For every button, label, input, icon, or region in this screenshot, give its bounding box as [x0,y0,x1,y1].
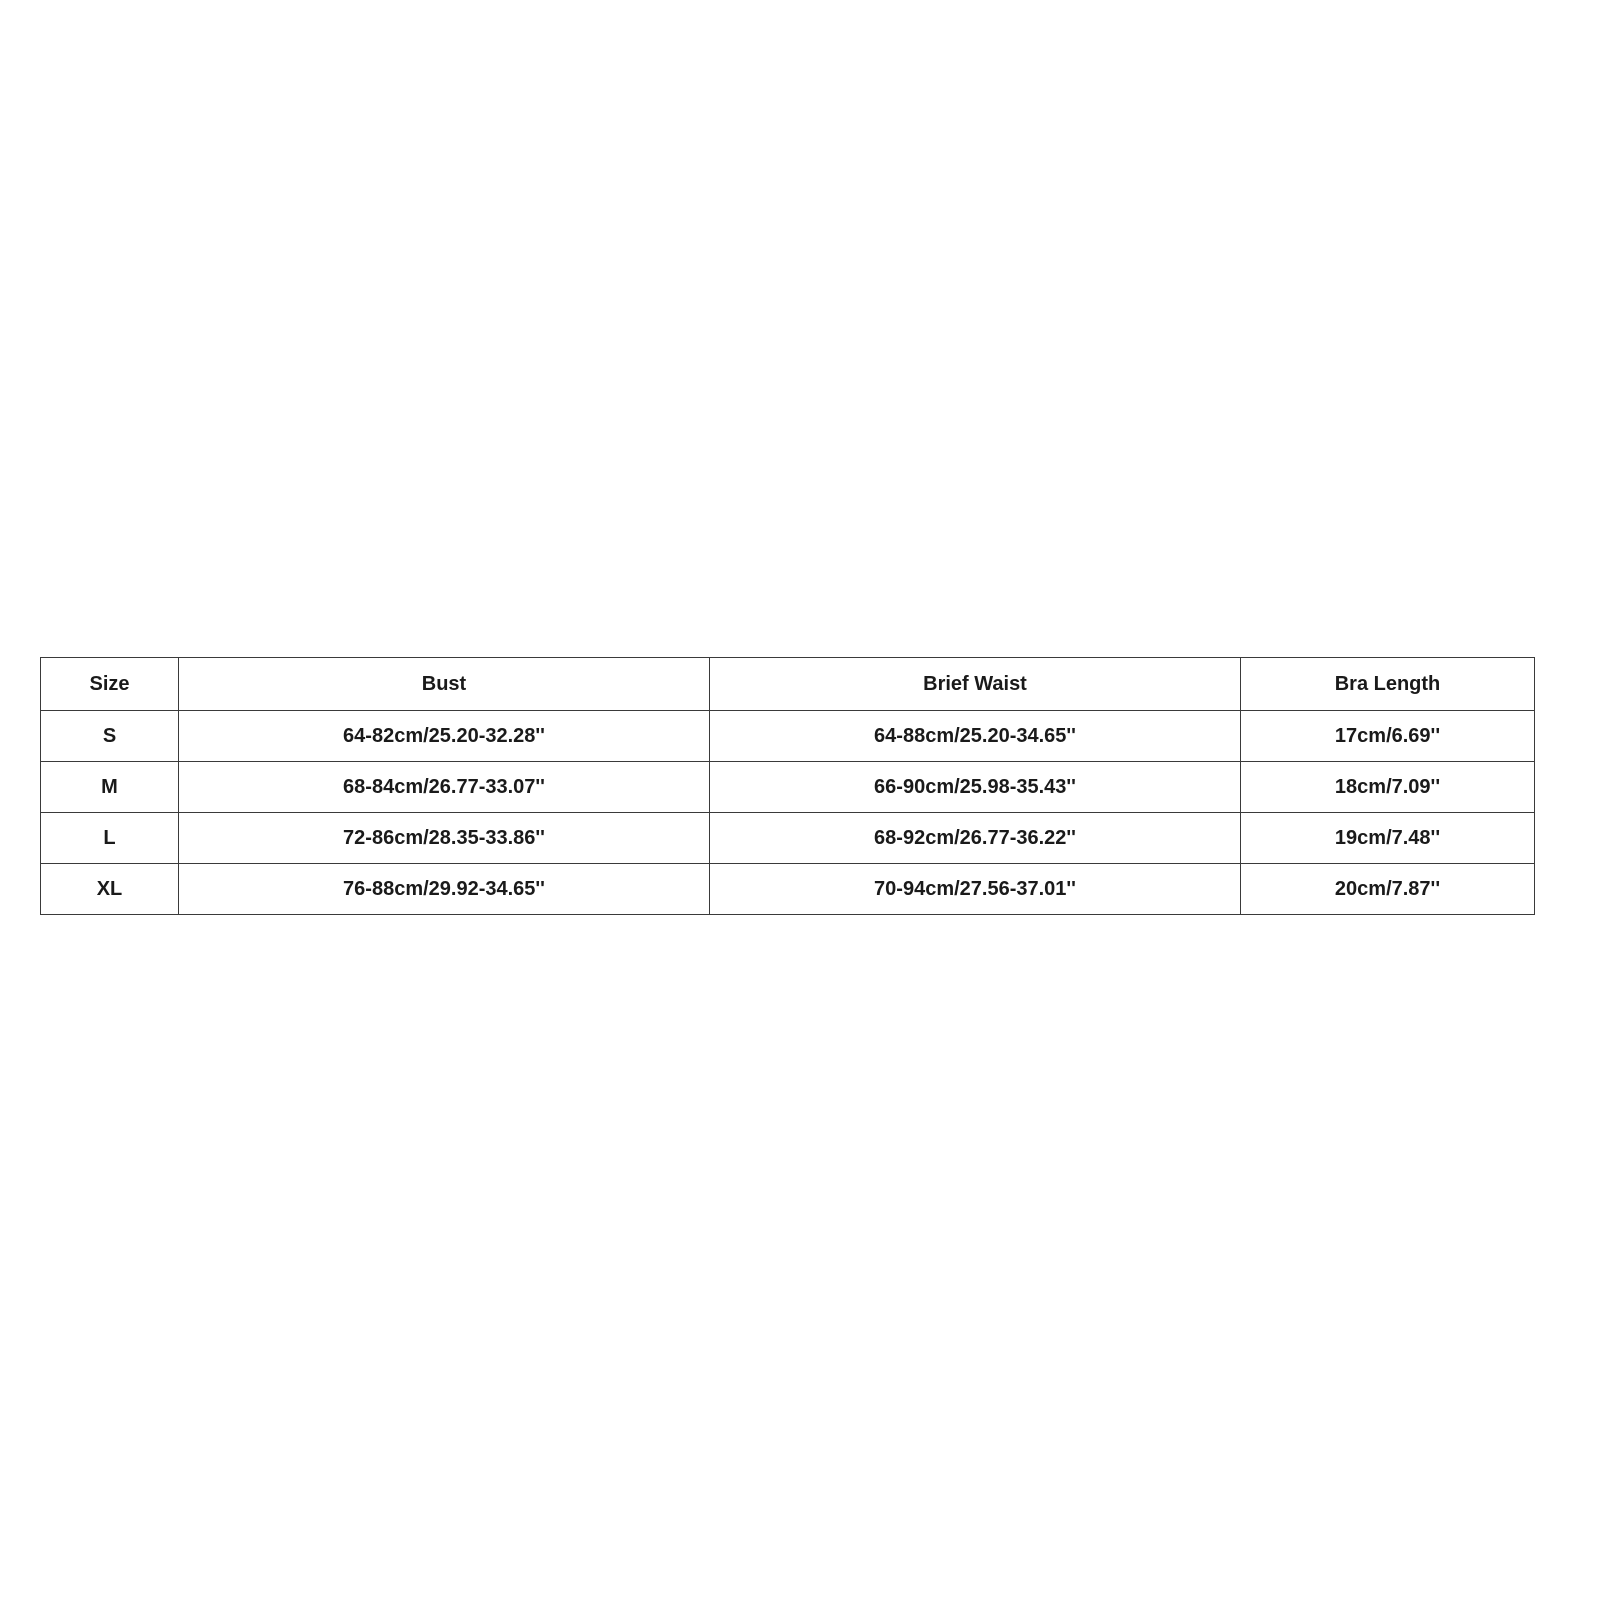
cell-bra-length: 20cm/7.87'' [1241,864,1535,915]
cell-bra-length: 19cm/7.48'' [1241,813,1535,864]
cell-bust: 68-84cm/26.77-33.07'' [179,762,710,813]
cell-bust: 72-86cm/28.35-33.86'' [179,813,710,864]
column-header-bust: Bust [179,658,710,711]
table-row [41,711,1535,762]
table-row [41,864,1535,915]
column-header-bra-length: Bra Length [1241,658,1535,711]
cell-size: L [41,813,179,864]
cell-bra-length: 17cm/6.69'' [1241,711,1535,762]
cell-size: XL [41,864,179,915]
column-header-brief-waist: Brief Waist [710,658,1241,711]
cell-bra-length: 18cm/7.09'' [1241,762,1535,813]
cell-size: S [41,711,179,762]
cell-brief-waist: 68-92cm/26.77-36.22'' [710,813,1241,864]
table-header-row [41,658,1535,711]
size-chart-table [40,657,1535,915]
cell-brief-waist: 64-88cm/25.20-34.65'' [710,711,1241,762]
cell-brief-waist: 66-90cm/25.98-35.43'' [710,762,1241,813]
cell-bust: 64-82cm/25.20-32.28'' [179,711,710,762]
size-chart-container [40,657,1534,915]
cell-size: M [41,762,179,813]
cell-brief-waist: 70-94cm/27.56-37.01'' [710,864,1241,915]
cell-bust: 76-88cm/29.92-34.65'' [179,864,710,915]
table-row [41,762,1535,813]
column-header-size: Size [41,658,179,711]
table-row [41,813,1535,864]
